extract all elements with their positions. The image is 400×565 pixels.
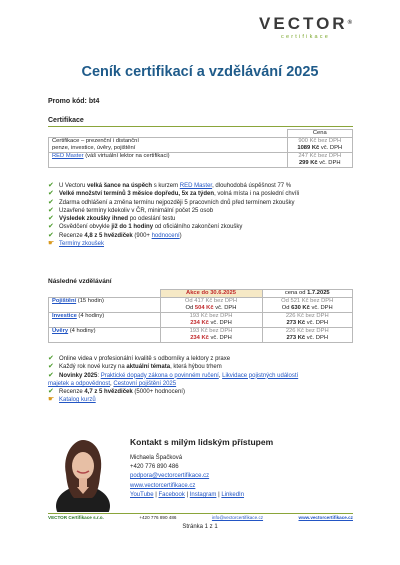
exam-dates-link[interactable]: Termíny zkoušek: [59, 241, 105, 248]
table-row: Úvěry (4 hodiny) 193 Kč bez DPH 234 Kč vč. DPH 226 Kč bez DPH 273 Kč vč. DPH: [49, 328, 353, 343]
pointing-hand-icon: ☛: [48, 240, 55, 248]
list-item: ✔ Velké množství termínů 3 měsíce dopředu, 5x za týden, volná místa i na poslední chvíli: [48, 190, 300, 198]
list-item: ✔ Výsledek zkoušky ihned po odeslání testu: [48, 215, 176, 223]
linkedin-link[interactable]: LinkedIn: [221, 491, 245, 498]
price-vat: 299 Kč: [298, 160, 318, 166]
table-header-row: [49, 130, 353, 138]
check-icon: ✔: [48, 206, 54, 214]
contact-block: Michaela Špačková +420 776 890 486 podpora@vectorcertifikace.cz www.vectorcertifikace.cz YouTube | Facebook | Instagram | LinkedIn: [130, 455, 245, 498]
price-header: Cena: [287, 130, 353, 138]
contact-phone: +420 776 890 486: [130, 464, 179, 471]
contact-photo: [52, 436, 114, 512]
list-item: [48, 396, 358, 404]
check-icon: ✔: [48, 363, 54, 371]
news-link[interactable]: majetek a odpovědnost: [48, 380, 111, 387]
promo-column-header: Akce do 30.6.2025: [160, 290, 262, 298]
list-item: ✔ Každý rok nové kurzy na aktuální témata, která hýbou trhem: [48, 363, 222, 371]
promo-code: Promo kód: bt4: [48, 98, 100, 105]
list-item: ✔ Online videa v profesionální kvalitě s odborníky a lektory z praxe: [48, 355, 231, 362]
table-row: [49, 153, 353, 168]
row-name-rest: (váš virtuální lektor na certifikaci): [83, 153, 170, 159]
youtube-link[interactable]: YouTube: [130, 491, 154, 498]
table-row: [49, 138, 353, 153]
pointing-hand-icon: ☛: [48, 396, 55, 404]
instagram-link[interactable]: Instagram: [189, 491, 217, 498]
course-link-pojisteni[interactable]: Pojištění: [52, 298, 77, 304]
registered-mark: ®: [347, 20, 352, 26]
list-item: ✔ Recenze 4,7 z 5 hvězdiček (5000+ hodnocení): [48, 388, 185, 396]
news-link[interactable]: Praktické dopady zákona o povinném ručení: [100, 372, 219, 379]
price-vat-suffix: vč. DPH: [317, 160, 341, 166]
vector-logo: [259, 15, 352, 40]
check-icon: ✔: [48, 182, 54, 189]
footer-company: VECTOR Certifikace s.r.o.: [48, 515, 104, 520]
course-link-uvery[interactable]: Úvěry: [52, 328, 69, 334]
reviews-link[interactable]: hodnocení: [151, 232, 180, 239]
price-vat: 1089 Kč: [297, 145, 320, 151]
footer-web-link[interactable]: www.vectorcertifikace.cz: [298, 515, 353, 520]
footer: [48, 515, 353, 520]
check-icon: ✔: [48, 190, 54, 198]
check-icon: ✔: [48, 198, 54, 206]
red-master-link[interactable]: RED Master: [52, 153, 84, 159]
course-link-investice[interactable]: Investice: [52, 313, 77, 319]
table-header-row: [49, 290, 353, 298]
list-item: ✔ Osvědčení obvykle již do 1 hodiny od oficiálního zakončení zkoušky: [48, 223, 243, 231]
certifikace-benefits-list: [48, 182, 358, 248]
list-item: ✔ Zdarma odhlášení a změna termínu nejpozději 5 pracovních dnů před termínem zkoušky: [48, 198, 295, 206]
check-icon: ✔: [48, 231, 54, 239]
row-name-line1: Certifikace – prezenční i distanční: [52, 138, 139, 144]
section-heading-certifikace: Certifikace: [48, 117, 84, 124]
check-icon: ✔: [48, 215, 54, 223]
price-net: 247 Kč bez DPH: [298, 153, 342, 159]
check-icon: ✔: [48, 355, 54, 362]
news-link[interactable]: Likvidace pojistných událostí: [222, 372, 299, 379]
logo-word: VECTOR: [259, 14, 348, 33]
list-item: majetek a odpovědnost, Cestovní pojištění 2025: [48, 380, 177, 387]
price-net: 900 Kč bez DPH: [298, 138, 342, 144]
footer-phone: +420 776 890 486: [139, 515, 177, 520]
contact-name: Michaela Špačková: [130, 455, 183, 461]
vzdelavani-table: [48, 289, 353, 343]
list-item: ✔ Recenze 4,8 z 5 hvězdiček (900+ hodnocení): [48, 231, 182, 239]
list-item: ✔ U Vectoru velká šance na úspěch s kurzem RED Master, dlouhodobá úspěšnost 77 %: [48, 182, 292, 189]
contact-email-link[interactable]: podpora@vectorcertifikace.cz: [130, 473, 210, 480]
list-item: ✔ Uzavřené termíny kdekoliv v ČR, minimální počet 25 osob: [48, 206, 214, 214]
page-number: Stránka 1 z 1: [182, 524, 218, 530]
price-vat-suffix: vč. DPH: [319, 145, 343, 151]
contact-web-link[interactable]: www.vectorcertifikace.cz: [130, 482, 196, 489]
vzdelavani-benefits-list: [48, 355, 358, 405]
divider: [48, 126, 353, 127]
check-icon: ✔: [48, 371, 54, 379]
facebook-link[interactable]: Facebook: [158, 491, 185, 498]
price-column-header: cena od 1.7.2025: [262, 290, 353, 298]
news-link[interactable]: Cestovní pojištění 2025: [113, 380, 177, 387]
certifikace-table: [48, 129, 353, 168]
list-item: ✔ Novinky 2025: Praktické dopady zákona o povinném ručení, Likvidace pojistných událostí: [48, 371, 299, 379]
footer-divider: [48, 513, 353, 514]
list-item: [48, 240, 358, 248]
table-row: Investice (4 hodiny) 193 Kč bez DPH 234 Kč vč. DPH 226 Kč bez DPH 273 Kč vč. DPH: [49, 313, 353, 328]
logo-subtitle: certifikace: [281, 34, 330, 40]
row-name-line2: penze, investice, úvěry, pojištění: [52, 145, 136, 151]
section-heading-vzdelavani: Následné vzdělávání: [48, 278, 112, 285]
check-icon: ✔: [48, 388, 54, 396]
table-row: Pojištění (15 hodin) Od 417 Kč bez DPH Od 504 Kč vč. DPH Od 521 Kč bez DPH Od 630 Kč vč. DPH: [49, 298, 353, 313]
page-title: Ceník certifikací a vzdělávání 2025: [81, 64, 319, 80]
red-master-link[interactable]: RED Master: [179, 183, 213, 189]
contact-title: Kontakt s milým lidským přístupem: [130, 437, 274, 447]
check-icon: ✔: [48, 223, 54, 231]
footer-email-link[interactable]: info@vectorcertifikace.cz: [211, 515, 264, 520]
course-catalog-link[interactable]: Katalog kurzů: [59, 397, 96, 404]
